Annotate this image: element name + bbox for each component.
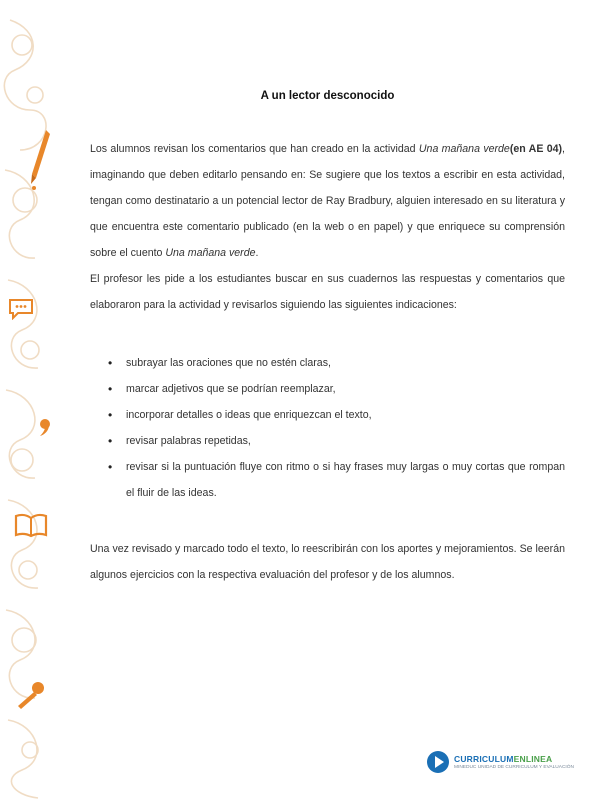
list-item xyxy=(90,402,565,428)
list-item-text: subrayar las oraciones que no estén claras, xyxy=(126,357,331,369)
logo-brand-part: CURRICULUM xyxy=(454,754,514,764)
speech-bubble-icon xyxy=(8,298,34,320)
story-title: Una mañana verde xyxy=(418,143,510,155)
microphone-icon xyxy=(14,680,48,710)
document-body xyxy=(90,136,565,588)
bullet-icon: • xyxy=(108,460,113,474)
paragraph-instructions: El profesor les pide a los estudiantes buscar en sus cuadernos las respuestas y comentarios que elaboraron para la actividad y revisarlos siguiendo las siguientes indicaciones: xyxy=(90,273,565,311)
list-item-text: revisar si la puntuación fluye con ritmo o si hay frases muy largas o muy cortas que rompan el fluir de las ideas. xyxy=(126,461,565,499)
page-title: A un lector desconocido xyxy=(260,90,395,102)
list-item-text: incorporar detalles o ideas que enriquezcan el texto, xyxy=(126,409,372,421)
activity-reference: (en AE 04) xyxy=(509,143,563,155)
logo-tagline: MINEDUC UNIDAD DE CURRICULUM Y EVALUACIÓN xyxy=(454,765,574,770)
comma-icon xyxy=(38,418,52,438)
curriculum-en-linea-logo xyxy=(426,748,574,776)
list-item-text: marcar adjetivos que se podrían reemplazar, xyxy=(126,383,336,395)
list-item xyxy=(90,454,565,506)
paragraph-intro xyxy=(90,136,565,266)
bullet-icon: • xyxy=(108,434,113,448)
bullet-icon: • xyxy=(108,356,113,370)
logo-brand-part: ENLINEA xyxy=(513,754,553,764)
paragraph-text: Los alumnos revisan los comentarios que han creado en la actividad xyxy=(90,143,419,155)
paragraph-text: . xyxy=(255,247,259,259)
book-icon xyxy=(14,512,48,538)
indications-list xyxy=(90,350,565,506)
logo-brand xyxy=(454,754,574,764)
list-item xyxy=(90,428,565,454)
list-item xyxy=(90,350,565,376)
list-item-text: revisar palabras repetidas, xyxy=(126,435,251,447)
bullet-icon: • xyxy=(108,382,113,396)
pen-icon xyxy=(28,128,52,192)
paragraph-text: , imaginando que deben editarlo pensando en: Se sugiere que los textos a escribir en esta actividad, tengan como destinatario a un potencial lector de Ray Bradbury, alguien interesado en su literatura y que encuentra este comentario publicado (en la web o en papel) y que enriquece su comprensión sobre el cuento xyxy=(90,143,565,259)
bullet-icon: • xyxy=(108,408,113,422)
paragraph-closing: Una vez revisado y marcado todo el texto, lo reescribirán con los aportes y mejoramientos. Se leerán algunos ejercicios con la respectiva evaluación del profesor y de los alumnos. xyxy=(90,543,565,581)
list-item xyxy=(90,376,565,402)
play-arrow-icon xyxy=(426,750,450,774)
story-title: Una mañana verde xyxy=(165,247,256,259)
